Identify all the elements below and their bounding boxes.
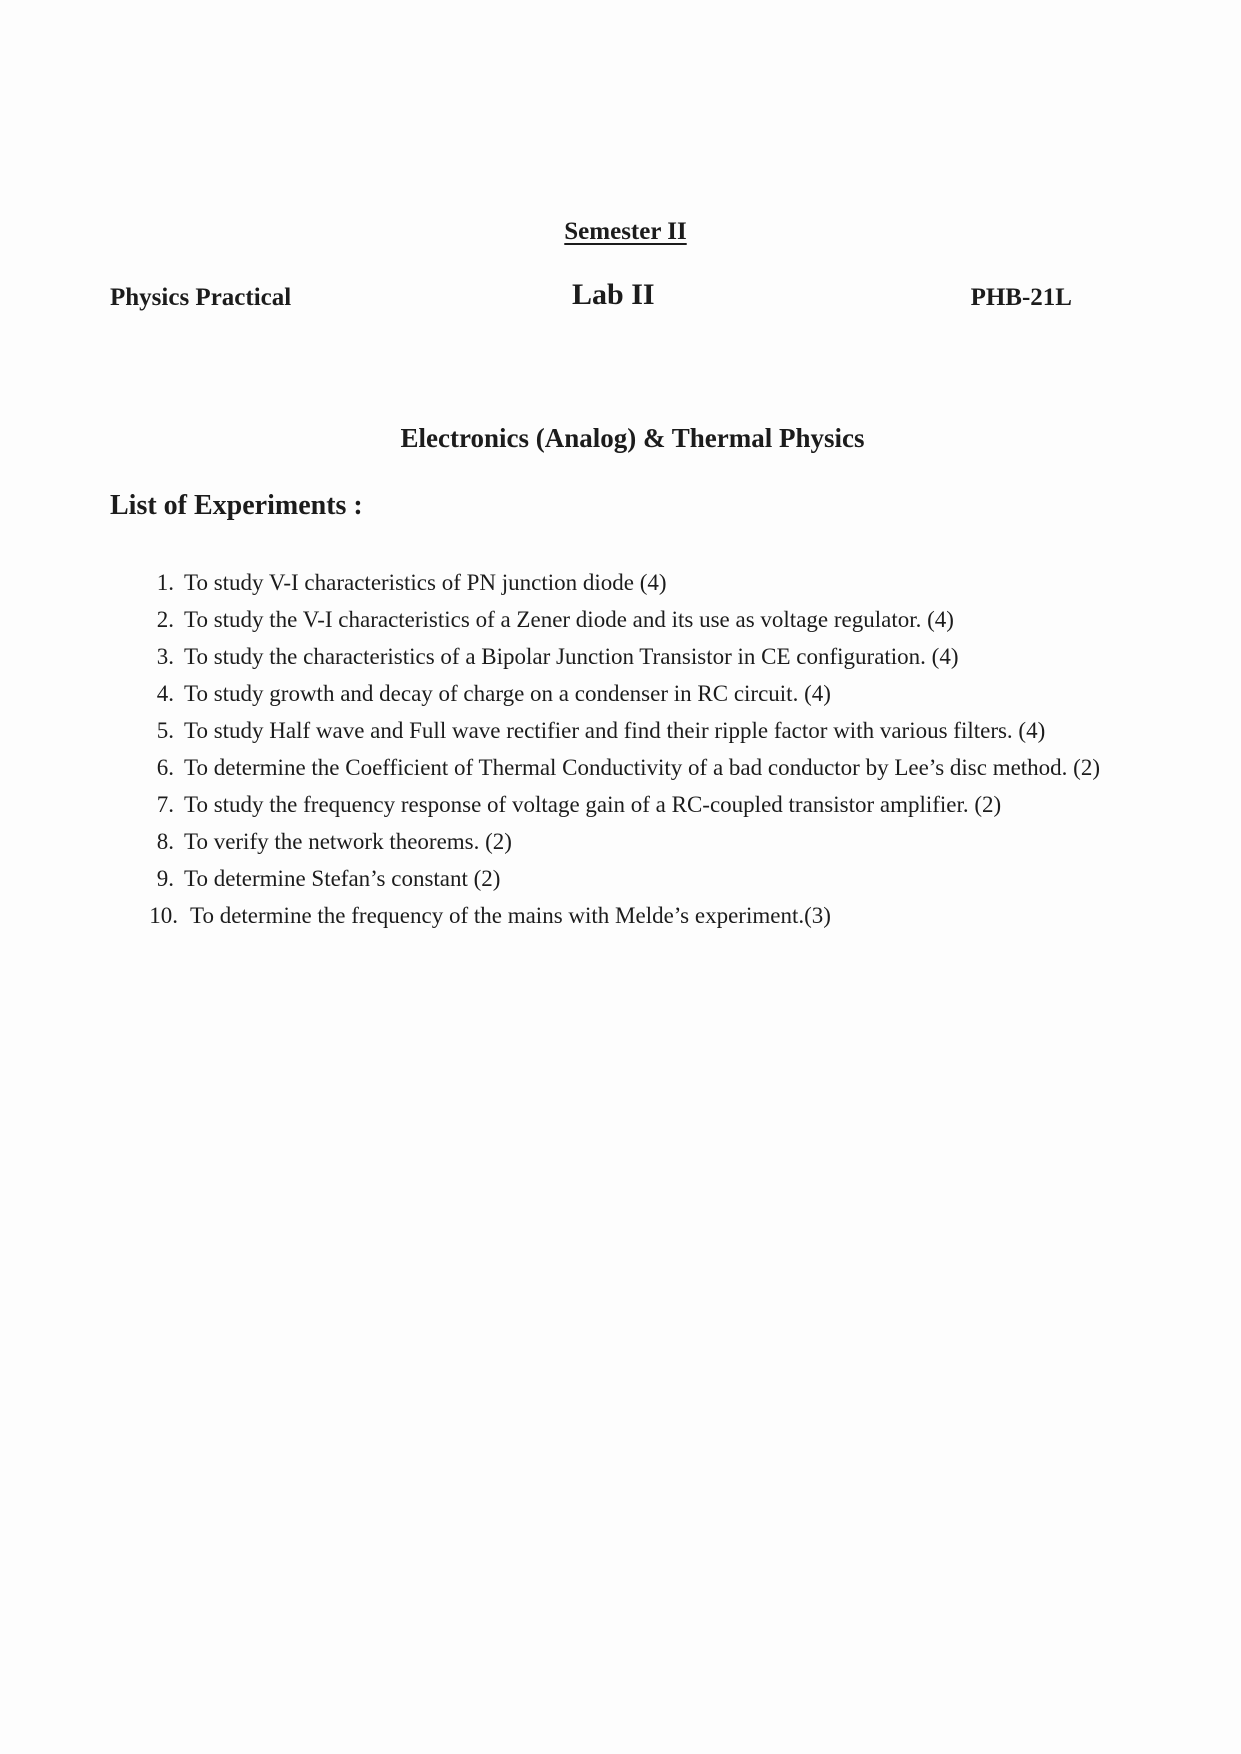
list-item: [140, 640, 1100, 674]
list-item: [140, 566, 1100, 600]
lab-title: Lab II: [572, 278, 655, 311]
item-number: 1.: [156, 570, 174, 595]
subject-title: Electronics (Analog) & Thermal Physics: [400, 423, 865, 453]
item-number: 4.: [156, 681, 174, 706]
list-item: [140, 899, 1100, 933]
course-header: [110, 278, 1072, 318]
semester-heading: Semester II: [564, 218, 687, 245]
item-number: 6.: [156, 755, 174, 780]
item-text: To determine Stefan’s constant (2): [184, 866, 501, 891]
item-number: 5.: [156, 718, 174, 743]
item-text: To determine the Coefficient of Thermal Conductivity of a bad conductor by Lee’s disc method. (2): [184, 755, 1101, 780]
list-item: [140, 862, 1100, 896]
list-item: [140, 825, 1100, 859]
experiment-list: [140, 566, 1100, 936]
list-item: [140, 677, 1100, 711]
item-text: To determine the frequency of the mains with Melde’s experiment.(3): [190, 903, 831, 928]
list-item: [140, 751, 1100, 785]
course-name: Physics Practical: [110, 284, 292, 311]
item-number: 8.: [156, 829, 174, 854]
item-text: To study growth and decay of charge on a condenser in RC circuit. (4): [184, 681, 831, 706]
item-text: To study the V-I characteristics of a Zener diode and its use as voltage regulator. (4): [184, 607, 954, 632]
item-text: To study Half wave and Full wave rectifier and find their ripple factor with various filters. (4): [184, 718, 1046, 743]
list-item: [140, 714, 1100, 748]
experiments-heading: List of Experiments :: [110, 490, 363, 521]
item-text: To study the frequency response of voltage gain of a RC-coupled transistor amplifier. (2): [184, 792, 1002, 817]
item-text: To study the characteristics of a Bipolar Junction Transistor in CE configuration. (4): [184, 644, 959, 669]
course-code: PHB-21L: [970, 284, 1072, 311]
item-number: 3.: [156, 644, 174, 669]
item-number: 2.: [156, 607, 174, 632]
item-text: To study V-I characteristics of PN junction diode (4): [184, 570, 667, 595]
item-number: 7.: [156, 792, 174, 817]
item-number: 10.: [149, 903, 178, 928]
list-item: [140, 788, 1100, 822]
list-item: [140, 603, 1100, 637]
item-number: 9.: [156, 866, 174, 891]
item-text: To verify the network theorems. (2): [184, 829, 512, 854]
